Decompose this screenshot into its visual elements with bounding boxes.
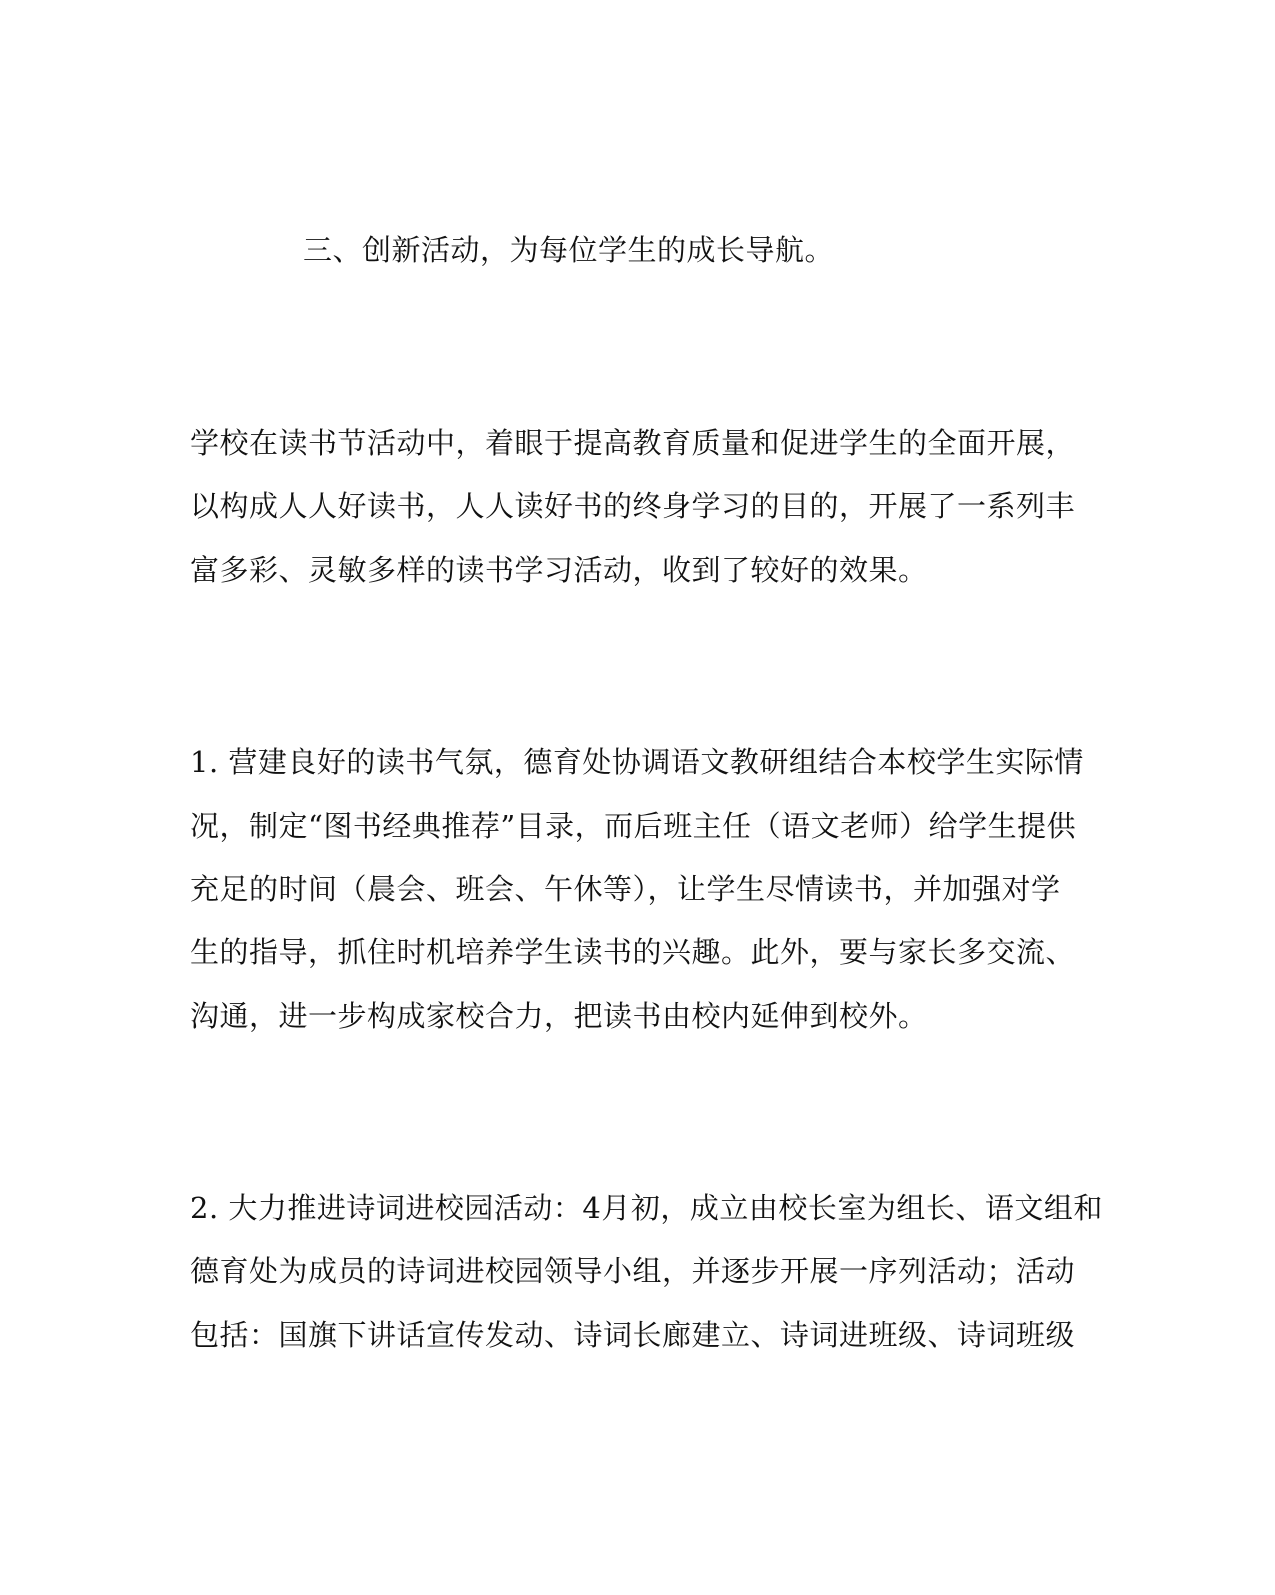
section-heading: 三、创新活动，为每位学生的成长导航。 (303, 233, 835, 267)
paragraph-line: 沟通，进一步构成家校合力，把读书由校内延伸到校外。 (190, 999, 928, 1033)
paragraph-line: 富多彩、灵敏多样的读书学习活动，收到了较好的效果。 (190, 553, 928, 587)
paragraph-line: 况，制定“图书经典推荐”目录，而后班主任（语文老师）给学生提供 (190, 809, 1077, 843)
paragraph-line: 生的指导，抓住时机培养学生读书的兴趣。此外，要与家长多交流、 (190, 935, 1076, 969)
paragraph-line: 德育处为成员的诗词进校园领导小组，并逐步开展一序列活动；活动 (190, 1254, 1076, 1288)
paragraph-line: 以构成人人好读书，人人读好书的终身学习的目的，开展了一系列丰 (190, 489, 1076, 523)
paragraph-line: 包括：国旗下讲话宣传发动、诗词长廊建立、诗词进班级、诗词班级 (190, 1318, 1076, 1352)
paragraph-line: 充足的时间（晨会、班会、午休等），让学生尽情读书，并加强对学 (190, 872, 1061, 906)
paragraph-line: 学校在读书节活动中，着眼于提高教育质量和促进学生的全面开展， (190, 426, 1076, 460)
paragraph-line: 2. 大力推进诗词进校园活动：4月初，成立由校长室为组长、语文组和 (190, 1191, 1103, 1225)
paragraph-line: 1. 营建良好的读书气氛，德育处协调语文教研组结合本校学生实际情 (190, 745, 1084, 779)
